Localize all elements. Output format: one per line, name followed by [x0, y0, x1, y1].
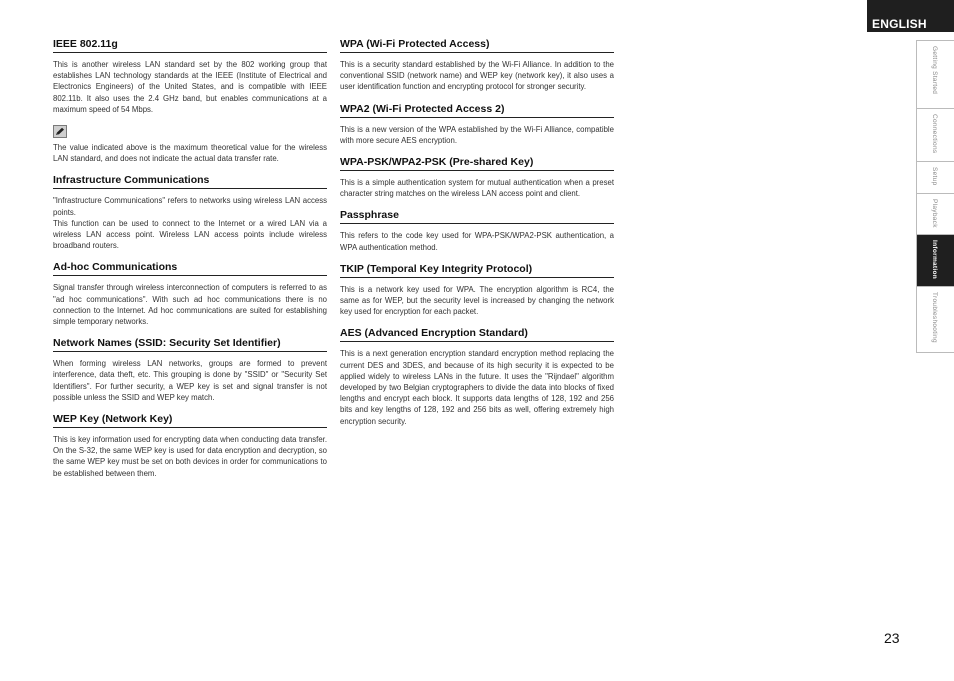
- pencil-icon: [53, 125, 67, 138]
- section-tkip: [340, 263, 614, 318]
- nav-label: Information: [931, 240, 938, 280]
- section-body: Signal transfer through wireless interconnection of computers is referred to as "ad hoc communications". With such ad hoc communications there is no connection to the Internet. Ad hoc communications are suited for establishing simple temporary networks.: [53, 283, 327, 327]
- section-body: This refers to the code key used for WPA-PSK/WPA2-PSK authentication, a WPA authentication method.: [340, 231, 614, 252]
- section-wep: [53, 413, 327, 479]
- nav-label: Getting Started: [931, 46, 938, 95]
- nav-label: Connections: [931, 114, 938, 154]
- nav-label: Playback: [931, 199, 938, 228]
- section-adhoc: [53, 261, 327, 327]
- section-heading: Network Names (SSID: Security Set Identifier): [53, 337, 327, 352]
- section-wpa: [340, 38, 614, 93]
- section-body: This is a security standard established by the Wi-Fi Alliance. In addition to the conventional SSID (network name) and WEP key (network key), it also uses a user identification function and encrypting protocol for stronger security.: [340, 60, 614, 92]
- section-heading: WPA2 (Wi-Fi Protected Access 2): [340, 103, 614, 118]
- section-heading: WPA (Wi-Fi Protected Access): [340, 38, 614, 53]
- section-heading: TKIP (Temporal Key Integrity Protocol): [340, 263, 614, 278]
- section-ieee: [53, 38, 327, 164]
- section-body: This is a next generation encryption standard encryption method replacing the current DES and 3DES, and because of its high security it is expected to be applied widely to wireless LANs in the future. It uses the "Rijndael" algorithm developed by two Belgian cryptographers to divide the data into blocks of fixed lengths and encrypt each block. It supports data lengths of 128, 192 and 256 bits and key lengths of 128, 192 and 256 bits as well, offering extremely high encryption security.: [340, 349, 614, 426]
- section-ssid: [53, 337, 327, 403]
- side-navigation: [916, 40, 954, 353]
- nav-playback[interactable]: [916, 194, 954, 235]
- language-tab: ENGLISH: [867, 0, 954, 32]
- section-infrastructure: [53, 174, 327, 251]
- left-column: [53, 38, 327, 489]
- nav-setup[interactable]: [916, 162, 954, 194]
- page-number: 23: [884, 630, 900, 646]
- section-heading: Ad-hoc Communications: [53, 261, 327, 276]
- section-body: This is a simple authentication system for mutual authentication when a preset character string matches on the wireless LAN access point and client.: [340, 178, 614, 199]
- section-body: This is key information used for encrypting data when conducting data transfer. On the S-32, the same WEP key is used for data encryption and decryption, so the same WEP key must be set on both devices in order for communications to be established between them.: [53, 435, 327, 478]
- section-psk: [340, 156, 614, 199]
- section-heading: AES (Advanced Encryption Standard): [340, 327, 614, 342]
- nav-label: Troubleshooting: [931, 292, 938, 343]
- section-heading: WEP Key (Network Key): [53, 413, 327, 428]
- note-text: The value indicated above is the maximum theoretical value for the wireless LAN standard, and does not indicate the actual data transfer rate.: [53, 143, 327, 164]
- section-heading: IEEE 802.11g: [53, 38, 327, 53]
- middle-column: [340, 38, 614, 437]
- section-heading: Passphrase: [340, 209, 614, 224]
- section-body: This function can be used to connect to the Internet or a wired LAN via a wireless LAN access point. Wireless LAN access points include wireless broadband routers.: [53, 218, 327, 251]
- section-body: "Infrastructure Communications" refers to networks using wireless LAN access points.: [53, 196, 327, 217]
- section-body: This is another wireless LAN standard set by the 802 working group that establishes LAN technology standards at the IEEE (Institute of Electrical and Electronics Engineers) of the United States, and is compatible with IEEE 802.11b. It also uses the 2.4 GHz band, but enables communications at a maximum speed of 54 Mbps.: [53, 60, 327, 114]
- section-body: This is a new version of the WPA established by the Wi-Fi Alliance, compatible with more secure AES encryption.: [340, 124, 614, 145]
- nav-troubleshooting[interactable]: [916, 287, 954, 353]
- section-aes: [340, 327, 614, 426]
- nav-information[interactable]: [916, 235, 954, 287]
- section-passphrase: [340, 209, 614, 252]
- section-heading: Infrastructure Communications: [53, 174, 327, 189]
- nav-label: Setup: [931, 167, 938, 186]
- section-heading: WPA-PSK/WPA2-PSK (Pre-shared Key): [340, 156, 614, 171]
- section-body: When forming wireless LAN networks, groups are formed to prevent interference, data theft, etc. This grouping is done by "SSID" or "Security Set Identifiers". For further security, a WEP key is set and signal transfer is not possible unless the SSID and WEP key match.: [53, 359, 327, 402]
- nav-getting-started[interactable]: [916, 41, 954, 109]
- section-wpa2: [340, 103, 614, 146]
- nav-connections[interactable]: [916, 109, 954, 162]
- section-body: This is a network key used for WPA. The encryption algorithm is RC4, the same as for WEP, but the security level is increased by changing the network key used for encryption for each packet.: [340, 284, 614, 317]
